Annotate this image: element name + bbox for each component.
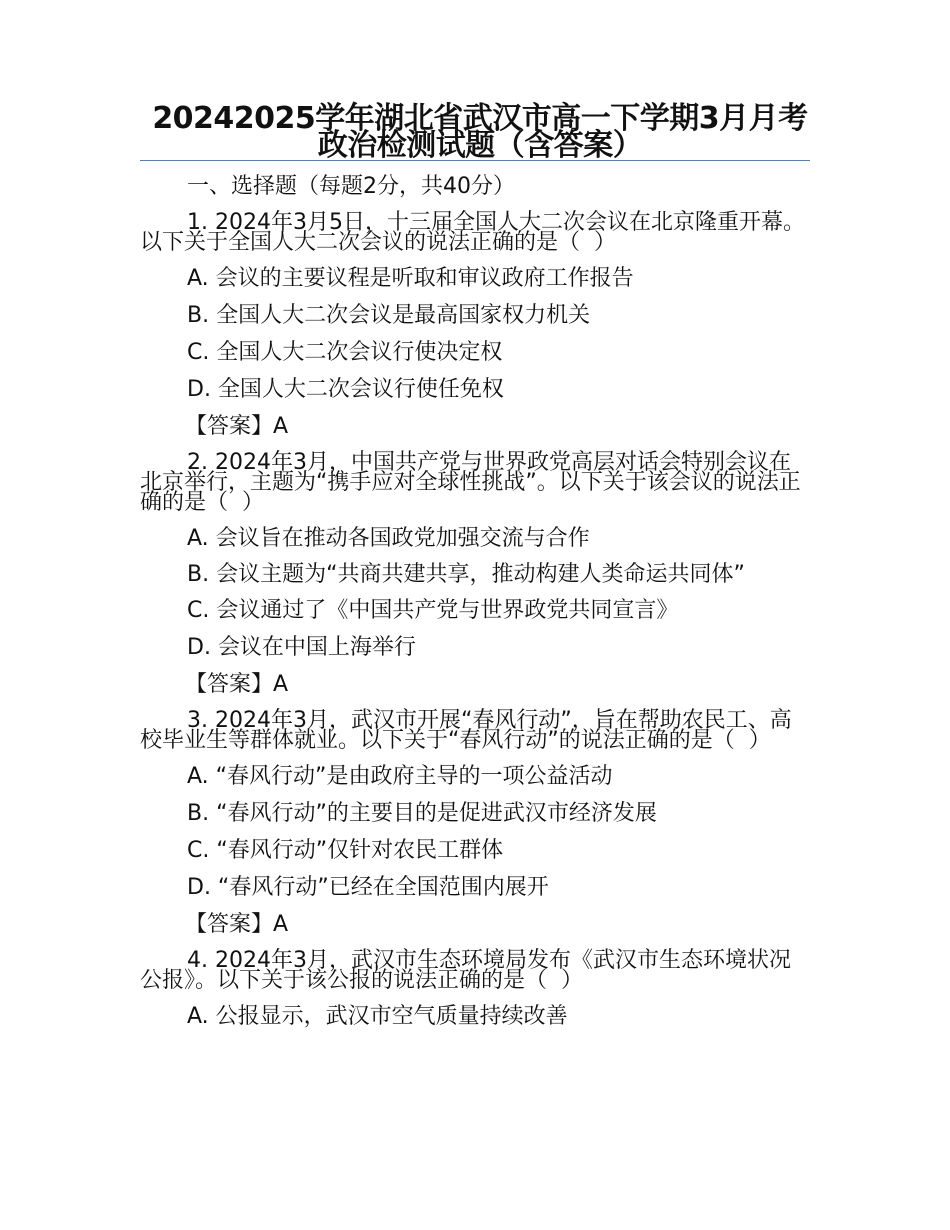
document-body: [140, 176, 810, 1028]
option-d: D. 全国人大二次会议行使任免权: [187, 377, 504, 402]
question-3: [140, 708, 810, 937]
option-c: C. 会议通过了《中国共产党与世界政党共同宣言》: [187, 598, 679, 623]
document-title: 20242025学年湖北省武汉市高一下学期3月月考政治检测试题（含答案）: [152, 101, 808, 163]
question-stem: 4. 2024年3月，武汉市生态环境局发布《武汉市生态环境状况公报》。以下关于该公报的说法正确的是（ ）: [140, 948, 791, 993]
answer: 【答案】A: [185, 414, 289, 439]
option-d: D. “春风行动”已经在全国范围内展开: [187, 875, 549, 900]
option-a: A. 会议的主要议程是听取和审议政府工作报告: [187, 266, 634, 291]
option-a: A. 会议旨在推动各国政党加强交流与合作: [187, 526, 590, 551]
question-4: [140, 948, 810, 1029]
option-c: C. “春风行动”仅针对农民工群体: [187, 838, 504, 863]
question-stem: 3. 2024年3月，武汉市开展“春风行动”，旨在帮助农民工、高校毕业生等群体就业。以下关于“春风行动”的说法正确的是（ ）: [140, 708, 792, 753]
option-b: B. 会议主题为“共商共建共享，推动构建人类命运共同体”: [187, 562, 745, 587]
option-a: A. “春风行动”是由政府主导的一项公益活动: [187, 764, 613, 789]
question-stem: 2. 2024年3月，中国共产党与世界政党高层对话会特别会议在北京举行，主题为“携手应对全球性挑战”。以下关于该会议的说法正确的是（ ）: [140, 450, 801, 515]
option-b: B. 全国人大二次会议是最高国家权力机关: [187, 303, 591, 328]
question-stem: 1. 2024年3月5日，十三届全国人大二次会议在北京隆重开幕。以下关于全国人大二次会议的说法正确的是（ ）: [140, 210, 805, 255]
section-heading: 一、选择题（每题2分，共40分）: [187, 174, 515, 199]
question-1: [140, 210, 810, 439]
title-underline: [140, 160, 810, 161]
answer: 【答案】A: [185, 912, 289, 937]
option-b: B. “春风行动”的主要目的是促进武汉市经济发展: [187, 801, 657, 826]
option-a: A. 公报显示，武汉市空气质量持续改善: [187, 1004, 568, 1029]
option-c: C. 全国人大二次会议行使决定权: [187, 340, 503, 365]
option-d: D. 会议在中国上海举行: [187, 635, 416, 660]
answer: 【答案】A: [185, 672, 289, 697]
question-2: [140, 450, 810, 697]
